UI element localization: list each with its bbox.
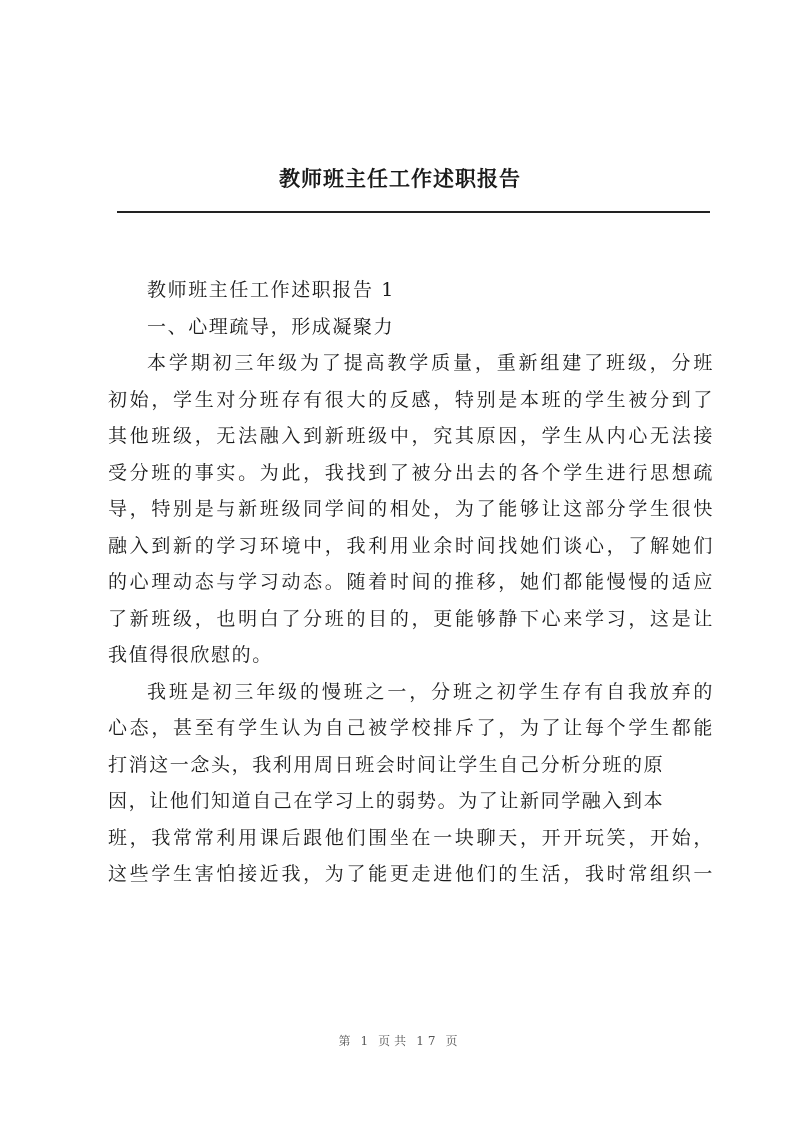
paragraph-line: 这些学生害怕接近我，为了能更走进他们的生活，我时常组织一 xyxy=(108,863,714,885)
paragraph-line: 融入到新的学习环境中，我利用业余时间找她们谈心，了解她们 xyxy=(108,534,714,557)
page-footer xyxy=(0,1032,800,1049)
paragraph-line: 打消这一念头，我利用周日班会时间让学生自己分析分班的原 xyxy=(108,753,665,776)
total-pages: 17 xyxy=(416,1034,440,1048)
paragraph-line: 心态，甚至有学生认为自己被学校排斥了，为了让每个学生都能 xyxy=(108,717,714,739)
paragraph-line: 因，让他们知道自己在学习上的弱势。为了让新同学融入到本 xyxy=(108,790,665,812)
page-label-prefix: 第 xyxy=(338,1034,355,1048)
paragraph-line: 本学期初三年级为了提高教学质量，重新组建了班级，分班 xyxy=(147,352,714,374)
paragraph-line: 班，我常常利用课后跟他们围坐在一块聊天，开开玩笑，开始， xyxy=(108,826,714,849)
paragraph-line: 导，特别是与新班级同学间的相处，为了能够让这部分学生很快 xyxy=(108,498,714,520)
paragraph-line: 我值得很欣慰的。 xyxy=(108,644,273,666)
document-body xyxy=(108,272,714,893)
document-title: 教师班主任工作述职报告 xyxy=(279,167,521,191)
title-divider xyxy=(117,211,710,213)
paragraph-line: 我班是初三年级的慢班之一，分班之初学生存有自我放弃的 xyxy=(147,680,714,703)
paragraph-line: 受分班的事实。为此，我找到了被分出去的各个学生进行思想疏 xyxy=(108,461,714,484)
paragraph-line: 其他班级，无法融入到新班级中，究其原因，学生从内心无法接 xyxy=(108,425,714,447)
paragraph-line: 了新班级，也明白了分班的目的，更能够静下心来学习，这是让 xyxy=(108,607,714,630)
paragraph-line: 初始，学生对分班存有很大的反感，特别是本班的学生被分到了 xyxy=(108,388,714,411)
page-label-mid: 页共 xyxy=(378,1034,411,1048)
section-heading: 教师班主任工作述职报告 1 xyxy=(147,279,395,301)
page-label-suffix: 页 xyxy=(445,1034,462,1048)
subsection-heading: 一、心理疏导，形成凝聚力 xyxy=(147,315,395,338)
page-number: 1 xyxy=(360,1034,373,1048)
paragraph-line: 的心理动态与学习动态。随着时间的推移，她们都能慢慢的适应 xyxy=(108,571,714,593)
